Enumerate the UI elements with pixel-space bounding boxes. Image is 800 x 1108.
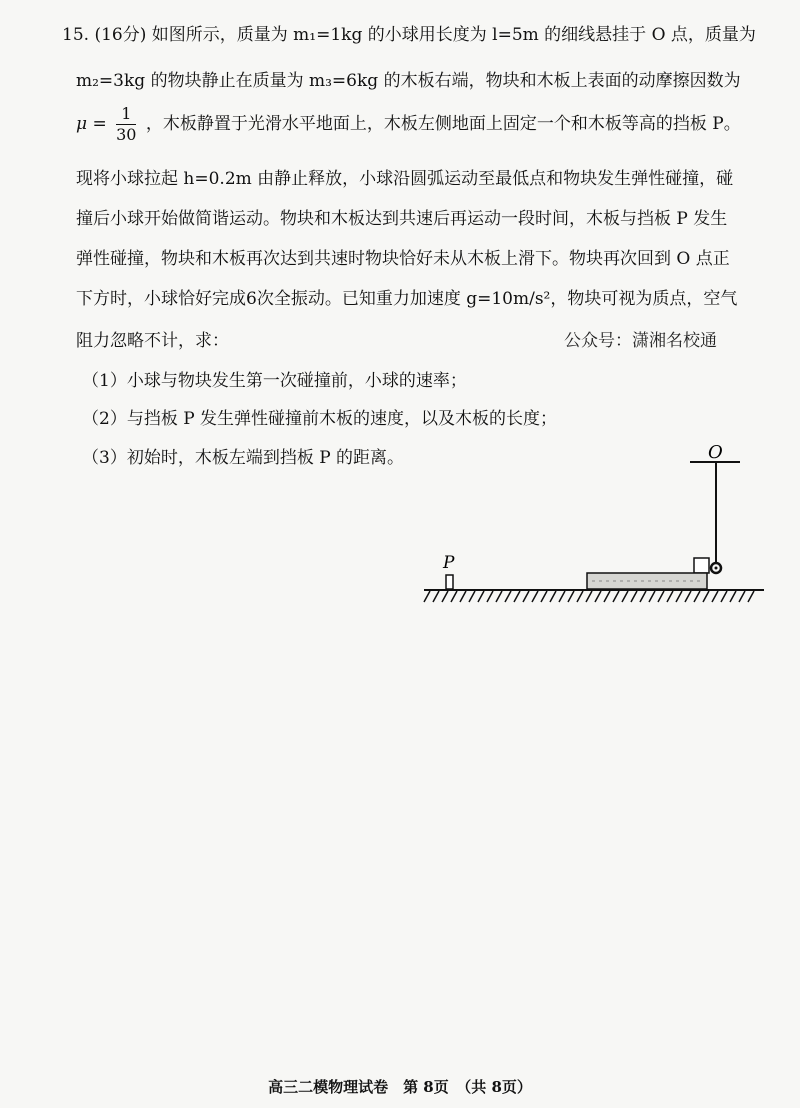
hatch-mark (541, 591, 547, 602)
page-footer: 高三二模物理试卷 第 8页 （共 8页） (268, 1078, 532, 1096)
hatch-mark (577, 591, 583, 602)
hatch-mark (532, 591, 538, 602)
hatch-mark (739, 591, 745, 602)
problem-line-1-text: 如图所示，质量为 m₁=1kg 的小球用长度为 l=5m 的细线悬挂于 O 点，质量为 (151, 25, 756, 45)
hatch-mark (640, 591, 646, 602)
question-2: （2）与挡板 P 发生弹性碰撞前木板的速度，以及木板的长度； (82, 409, 558, 429)
block (694, 558, 709, 573)
hatch-mark (469, 591, 475, 602)
hatch-mark (496, 591, 502, 602)
mu-symbol: μ = (76, 114, 107, 134)
hatch-mark (550, 591, 556, 602)
hatch-mark (523, 591, 529, 602)
mu-denominator: 30 (116, 125, 137, 144)
hatch-mark (487, 591, 493, 602)
problem-line-8: 阻力忽略不计，求： (76, 331, 229, 351)
hatch-mark (622, 591, 628, 602)
hatch-mark (586, 591, 592, 602)
label-p: P (443, 553, 455, 573)
problem-line-5: 撞后小球开始做简谐运动。物块和木板达到共速后再运动一段时间，木板与挡板 P 发生 (76, 209, 728, 229)
hatch-mark (451, 591, 457, 602)
question-3: （3）初始时，木板左端到挡板 P 的距离。 (82, 448, 405, 468)
hatch-mark (676, 591, 682, 602)
watermark-text: 公众号：潇湘名校通 (564, 331, 717, 351)
hatch-mark (514, 591, 520, 602)
hatch-mark (658, 591, 664, 602)
hatch-mark (559, 591, 565, 602)
problem-line-7: 下方时，小球恰好完成6次全振动。已知重力加速度 g=10m/s²，物块可视为质点，空气 (76, 289, 738, 309)
hatch-mark (631, 591, 637, 602)
hatch-mark (595, 591, 601, 602)
ground-hatching (424, 591, 754, 602)
question-1: （1）小球与物块发生第一次碰撞前，小球的速率； (82, 371, 467, 391)
hatch-mark (442, 591, 448, 602)
problem-points: (16分) (94, 25, 147, 45)
ball-center (715, 567, 718, 570)
plank (587, 573, 707, 589)
hatch-mark (649, 591, 655, 602)
problem-number: 15. (62, 25, 90, 45)
hatch-mark (712, 591, 718, 602)
hatch-mark (613, 591, 619, 602)
hatch-mark (730, 591, 736, 602)
hatch-mark (505, 591, 511, 602)
hatch-mark (703, 591, 709, 602)
hatch-mark (460, 591, 466, 602)
hatch-mark (433, 591, 439, 602)
barrier-p (446, 575, 453, 589)
hatch-mark (667, 591, 673, 602)
hatch-mark (424, 591, 430, 602)
hatch-mark (568, 591, 574, 602)
hatch-mark (721, 591, 727, 602)
problem-line-3-text: ，木板静置于光滑水平地面上，木板左侧地面上固定一个和木板等高的挡板 P。 (145, 114, 741, 134)
problem-line-6: 弹性碰撞，物块和木板再次达到共速时物块恰好未从木板上滑下。物块再次回到 O 点正 (76, 249, 730, 269)
hatch-mark (478, 591, 484, 602)
problem-line-4: 现将小球拉起 h=0.2m 由静止释放，小球沿圆弧运动至最低点和物块发生弹性碰撞，碰 (76, 169, 734, 189)
problem-line-2: m₂=3kg 的物块静止在质量为 m₃=6kg 的木板右端，物块和木板上表面的动摩擦因数为 (76, 71, 741, 91)
hatch-mark (748, 591, 754, 602)
label-o: O (708, 442, 723, 463)
hatch-mark (685, 591, 691, 602)
hatch-mark (694, 591, 700, 602)
hatch-mark (604, 591, 610, 602)
mu-numerator: 1 (116, 104, 136, 125)
